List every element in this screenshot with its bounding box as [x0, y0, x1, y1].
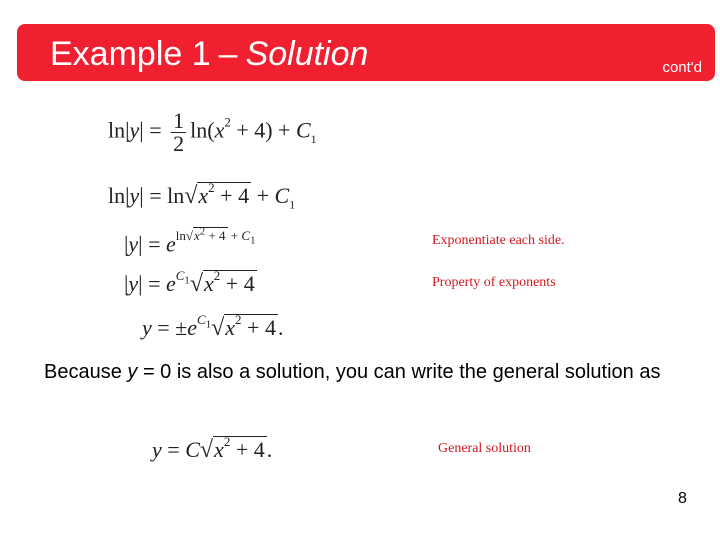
- equation-1: ln|y| = $\frac{1}{2}$ $\ln(x^2 + 4) + C_1$: [108, 108, 317, 156]
- title-bar: [17, 24, 715, 81]
- note-general-solution: General solution: [438, 441, 531, 456]
- note-property: Property of exponents: [432, 275, 556, 290]
- general-solution-equation: $y = C√x^2 + 4$.: [152, 434, 273, 463]
- equation-4: $|y| = e^{C_1}√x^2 + 4$: [124, 268, 255, 297]
- page-number: 8: [678, 490, 687, 507]
- note-exponentiate: Exponentiate each side.: [432, 233, 565, 248]
- fraction-one-half: $\frac{1}{2}$: [173, 108, 185, 156]
- contd-label: cont'd: [662, 59, 702, 76]
- title-dash: –: [218, 35, 238, 73]
- title-sub: Solution: [245, 35, 369, 73]
- equation-3: $|y| = e^{ln√x^2 + 4 + C_1}$: [124, 226, 256, 257]
- body-text: Because y = 0 is also a solution, you can write the general solution as: [44, 361, 661, 383]
- slide-title: [50, 34, 368, 74]
- equation-5: $y = \pm e^{C_1}√x^2 + 4$.: [142, 312, 284, 341]
- equation-2: $\ln|y| = \ln√x^2 + 4 + C_1$: [108, 180, 296, 212]
- title-main: Example 1: [50, 35, 211, 73]
